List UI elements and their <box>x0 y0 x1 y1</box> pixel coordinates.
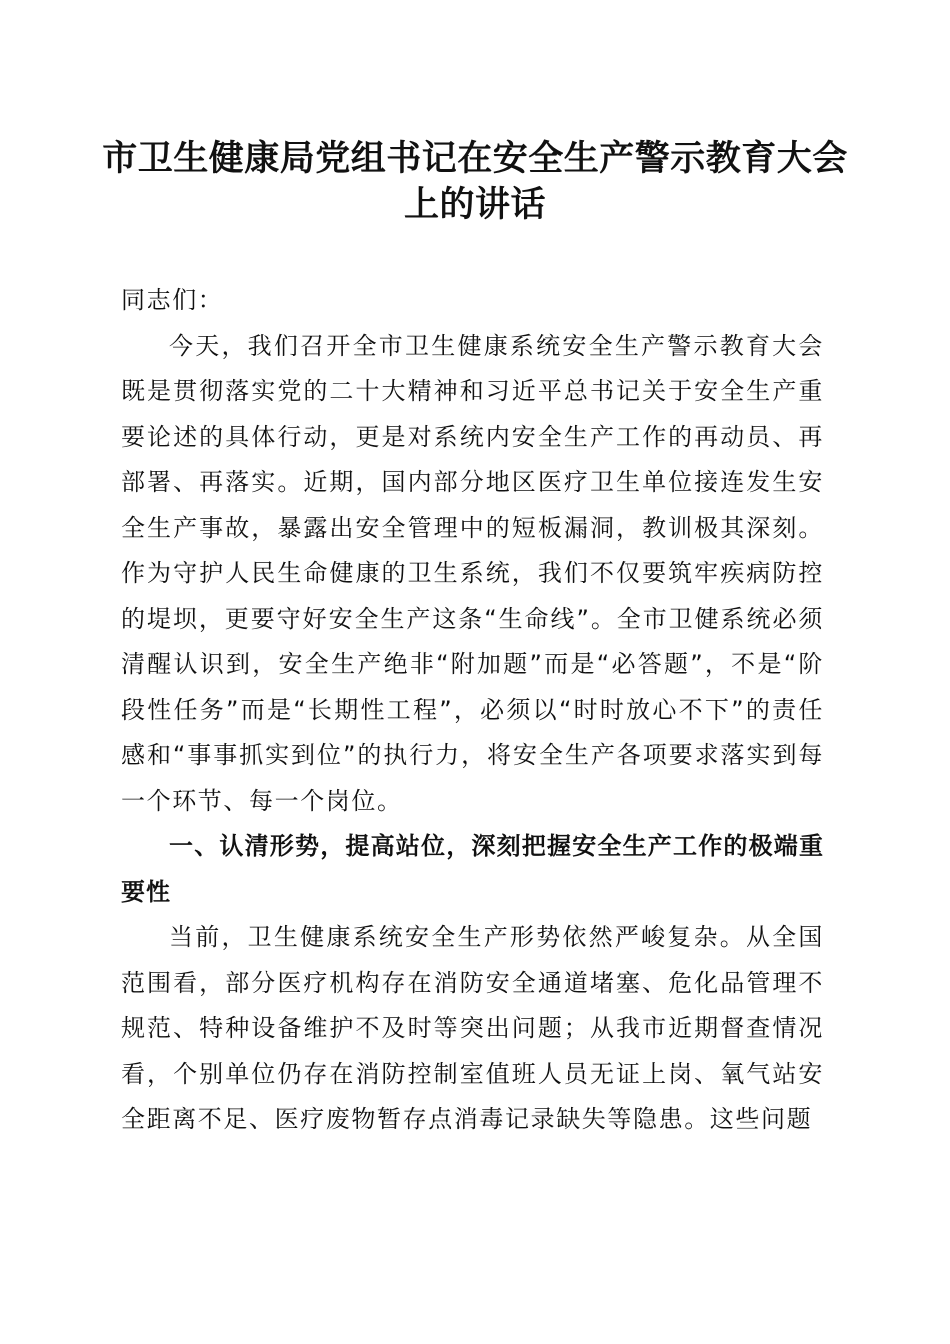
section-paragraph: 当前，卫生健康系统安全生产形势依然严峻复杂。从全国范围看，部分医疗机构存在消防安全通道堵塞、危化品管理不规范、特种设备维护不及时等突出问题；从我市近期督查情况看，个别单位仍存在消防控制室值班人员无证上岗、氧气站安全距离不足、医疗废物暂存点消毒记录缺失等隐患。这些问题 <box>121 923 824 1133</box>
page-title: 市卫生健康局党组书记在安全生产警示教育大会上的讲话 <box>102 138 848 225</box>
document-body <box>121 278 824 1143</box>
salutation: 同志们： <box>121 286 224 314</box>
intro-paragraph: 今天，我们召开全市卫生健康系统安全生产警示教育大会既是贯彻落实党的二十大精神和习近平总书记关于安全生产重要论述的具体行动，更是对系统内安全生产工作的再动员、再部署、再落实。近期，国内部分地区医疗卫生单位接连发生安全生产事故，暴露出安全管理中的短板漏洞，教训极其深刻。作为守护人民生命健康的卫生系统，我们不仅要筑牢疾病防控的堤坝，更要守好安全生产这条“生命线”。全市卫健系统必须清醒认识到，安全生产绝非“附加题”而是“必答题”，不是“阶段性任务”而是“长期性工程”，必须以“时时放心不下”的责任感和“事事抓实到位”的执行力，将安全生产各项要求落实到每一个环节、每一个岗位。 <box>121 331 824 815</box>
section-heading: 一、认清形势，提高站位，深刻把握安全生产工作的极端重要性 <box>121 832 824 906</box>
